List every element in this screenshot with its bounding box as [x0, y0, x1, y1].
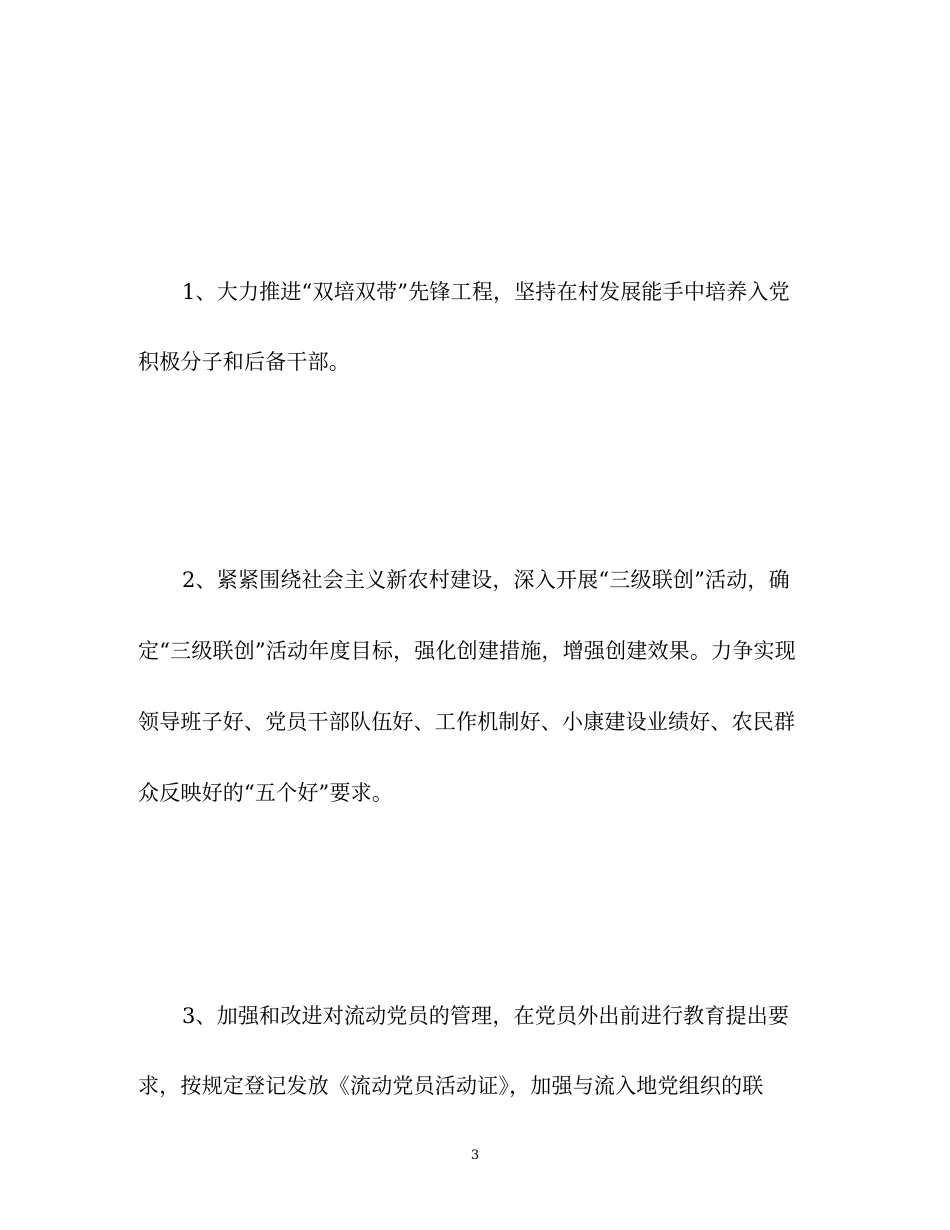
page-number: 3	[470, 1148, 480, 1163]
paragraph-1-line-2: 积极分子和后备干部。	[138, 350, 350, 374]
paragraph-2-line-3: 领导班子好、党员干部队伍好、工作机制好、小康建设业绩好、农民群	[138, 710, 796, 734]
paragraph-2-line-2: 定“三级联创”活动年度目标，强化创建措施，增强创建效果。力争实现	[138, 639, 796, 663]
paragraph-3-line-1: 3、加强和改进对流动党员的管理，在党员外出前进行教育提出要	[182, 1004, 790, 1028]
paragraph-2-line-1: 2、紧紧围绕社会主义新农村建设，深入开展“三级联创”活动，确	[182, 568, 790, 592]
paragraph-1-line-1: 1、大力推进“双培双带”先锋工程，坚持在村发展能手中培养入党	[182, 280, 790, 304]
paragraph-2-line-4: 众反映好的“五个好”要求。	[138, 781, 394, 805]
paragraph-3-line-2: 求，按规定登记发放《流动党员活动证》，加强与流入地党组织的联	[138, 1074, 764, 1098]
